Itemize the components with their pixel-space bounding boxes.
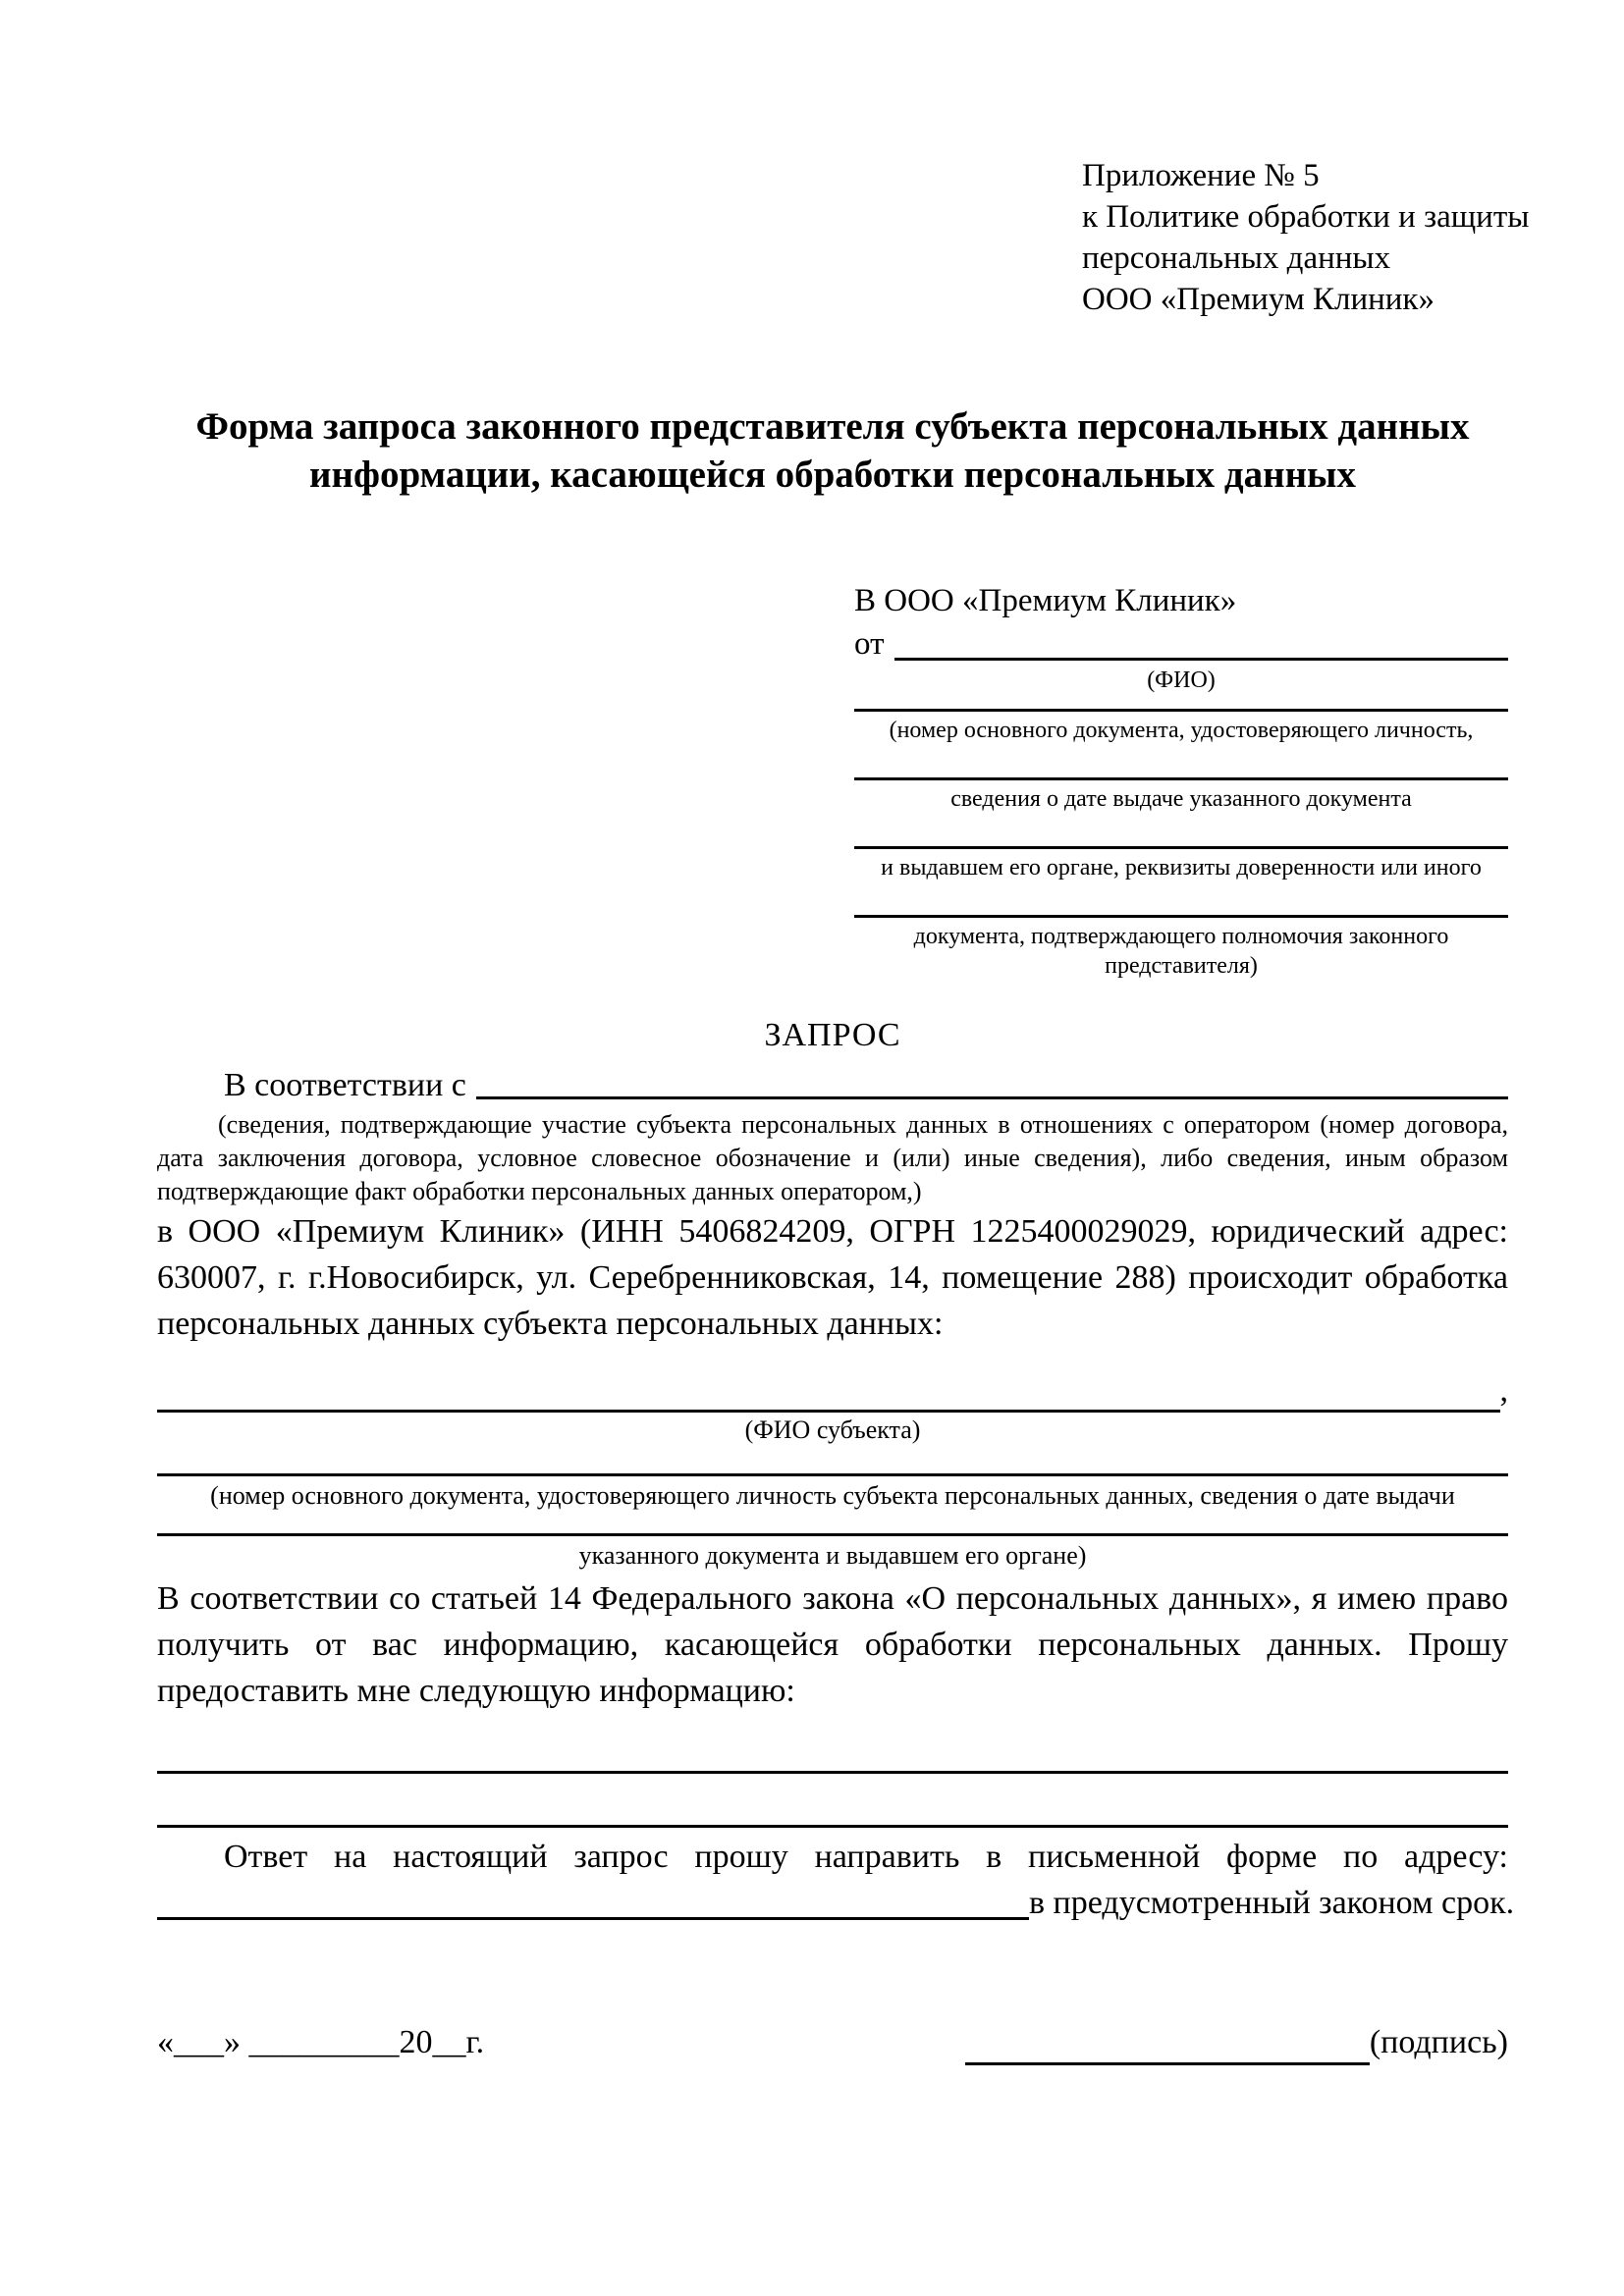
answer-address-row <box>157 1880 1515 1926</box>
representative-doc-field <box>854 709 1508 745</box>
subject-fio-caption: (ФИО субъекта) <box>744 1415 921 1444</box>
field-caption: и выдавшем его органе, реквизиты доверенности или иного <box>881 855 1482 881</box>
from-label: от <box>854 626 885 662</box>
field-line <box>854 777 1508 780</box>
fio-caption: (ФИО) <box>1147 667 1216 693</box>
subject-doc-caption-2: указанного документа и выдавшем его органе) <box>578 1541 1087 1570</box>
page-title <box>157 402 1508 499</box>
intro-row <box>157 1063 1508 1108</box>
field-line <box>854 915 1508 918</box>
page-title-line: информации, касающейся обработки персональных данных <box>309 454 1356 496</box>
signature-block <box>965 2020 1508 2065</box>
representative-doc-field <box>854 915 1508 981</box>
signature-field-line <box>965 2025 1370 2065</box>
representative-doc-field <box>854 846 1508 882</box>
addressee-to: В ООО «Премиум Клиник» <box>854 583 1237 618</box>
law-paragraph: В соответствии со статьей 14 Федерального закона «О персональных данных», я имею право получить от вас информацию, касающейся обработки персональных данных. Прошу предоставить мне следующую информацию: <box>157 1580 1508 1709</box>
subject-fio-field-row <box>157 1372 1508 1413</box>
information-field-line-2 <box>157 1825 1508 1828</box>
answer-suffix: в предусмотренный законом срок. <box>1029 1885 1515 1921</box>
field-line <box>854 709 1508 712</box>
header-note <box>1082 155 1530 320</box>
field-line <box>854 846 1508 849</box>
answer-paragraph: Ответ на настоящий запрос прошу направить в письменной форме по адресу: <box>224 1839 1508 1875</box>
date-line: «___» _________20__г. <box>157 2024 485 2060</box>
intro-label: В соответствии с <box>224 1067 466 1103</box>
subject-doc-caption-1: (номер основного документа, удостоверяющего личность субъекта персональных данных, сведения о дате выдачи <box>210 1481 1455 1510</box>
page-title-line: Форма запроса законного представителя субъекта персональных данных <box>195 405 1470 448</box>
field-caption: документа, подтверждающего полномочия законного представителя) <box>913 924 1449 979</box>
fine-print: (сведения, подтверждающие участие субъекта персональных данных в отношениях с оператором (номер договора, дата заключения договора, условное словесное обозначение и (или) иные сведения), либо сведения, иным образом подтверждающие факт обработки персональных данных оператором,) <box>157 1110 1508 1205</box>
intro-field-line <box>476 1063 1508 1099</box>
operator-paragraph: в ООО «Премиум Клиник» (ИНН 5406824209, ОГРН 1225400029029, юридический адрес: 630007, г. г.Новосибирск, ул. Серебренниковская, 14, помещение 288) происходит обработка персональных данных субъекта персональных данных: <box>157 1213 1508 1342</box>
information-field-line-1 <box>157 1771 1508 1774</box>
addressee-from-row <box>854 622 1508 666</box>
field-caption: (номер основного документа, удостоверяющего личность, <box>889 718 1474 743</box>
subject-doc-field-line-2 <box>157 1533 1508 1536</box>
header-note-line: Приложение № 5 <box>1082 158 1320 193</box>
subject-fio-field-line <box>157 1372 1500 1413</box>
field-caption: сведения о дате выдаче указанного документа <box>950 786 1412 812</box>
from-field-line <box>894 622 1509 661</box>
addressee-block <box>854 579 1508 981</box>
signature-caption: (подпись) <box>1369 2024 1508 2060</box>
footer-row <box>157 2020 1508 2065</box>
header-note-line: персональных данных <box>1082 240 1391 276</box>
subject-doc-field-line-1 <box>157 1473 1508 1476</box>
subject-comma: , <box>1499 1372 1508 1409</box>
representative-doc-field <box>854 777 1508 814</box>
request-heading: ЗАПРОС <box>764 1017 901 1053</box>
answer-address-field-line <box>157 1880 1029 1920</box>
header-note-line: ООО «Премиум Клиник» <box>1082 282 1435 317</box>
header-note-line: к Политике обработки и защиты <box>1082 199 1530 235</box>
